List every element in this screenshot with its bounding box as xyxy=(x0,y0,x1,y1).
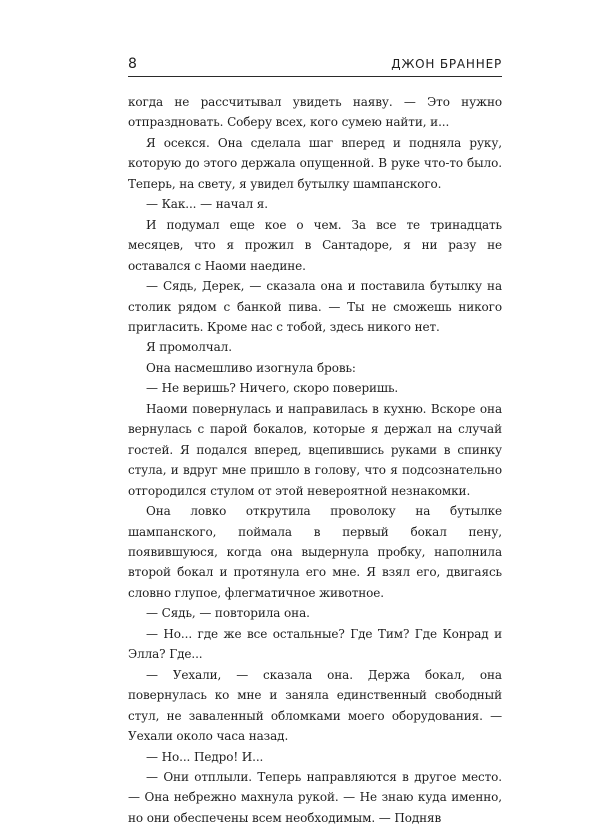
paragraph: — Сядь, — повторила она. xyxy=(146,606,310,621)
paragraph: — Они отплыли. Теперь направляются в другое место. — Она небрежно махнула рукой. — Не знаю куда именно, но они обеспечены всем необходимым. — Подняв xyxy=(128,769,502,825)
paragraph: Она насмешливо изогнула бровь: xyxy=(146,360,356,375)
paragraph: Я промолчал. xyxy=(146,340,232,355)
paragraph: — Уехали, — сказала она. Держа бокал, она повернулась ко мне и заняла единственный свободный стул, не заваленный обломками моего оборудования. — Уехали около часа назад. xyxy=(128,667,502,744)
paragraph: — Как... — начал я. xyxy=(146,197,268,212)
paragraph-continuation: когда не рассчитывал увидеть наяву. — Это нужно отпраздновать. Соберу всех, кого сумею найти, и... xyxy=(128,95,502,130)
paragraph: Наоми повернулась и направилась в кухню. Вскоре она вернулась с парой бокалов, которые я держал на случай гостей. Я подался вперед, вцепившись руками в спинку стула, и вдруг мне пришло в голову, что я подсознательно отгородился стулом от этой невероятной незнакомки. xyxy=(128,401,502,498)
paragraph: И подумал еще кое о чем. За все те тринадцать месяцев, что я прожил в Сантадоре, я ни разу не оставался с Наоми наедине. xyxy=(128,217,502,273)
running-head-author: ДЖОН БРАННЕР xyxy=(391,57,502,71)
body-text xyxy=(128,92,502,828)
paragraph: — Не веришь? Ничего, скоро поверишь. xyxy=(146,381,399,396)
page-number: 8 xyxy=(128,56,137,72)
paragraph: — Сядь, Дерек, — сказала она и поставила бутылку на столик рядом с банкой пива. — Ты не сможешь никого пригласить. Кроме нас с тобой, здесь никого нет. xyxy=(128,279,502,334)
page-header xyxy=(128,55,502,77)
paragraph: — Но... Педро! И... xyxy=(146,749,264,764)
paragraph: — Но... где же все остальные? Где Тим? Где Конрад и Элла? Где... xyxy=(128,626,502,662)
paragraph: Я осекся. Она сделала шаг вперед и подняла руку, которую до этого держала опущенной. В руке что-то было. Теперь, на свету, я увидел бутылку шампанского. xyxy=(128,135,502,191)
paragraph: Она ловко открутила проволоку на бутылке шампанского, поймала в первый бокал пену, появившуюся, когда она выдернула пробку, наполнила второй бокал и протянула его мне. Я взял его, двигаясь словно глупое, флегматичное животное. xyxy=(128,504,502,600)
